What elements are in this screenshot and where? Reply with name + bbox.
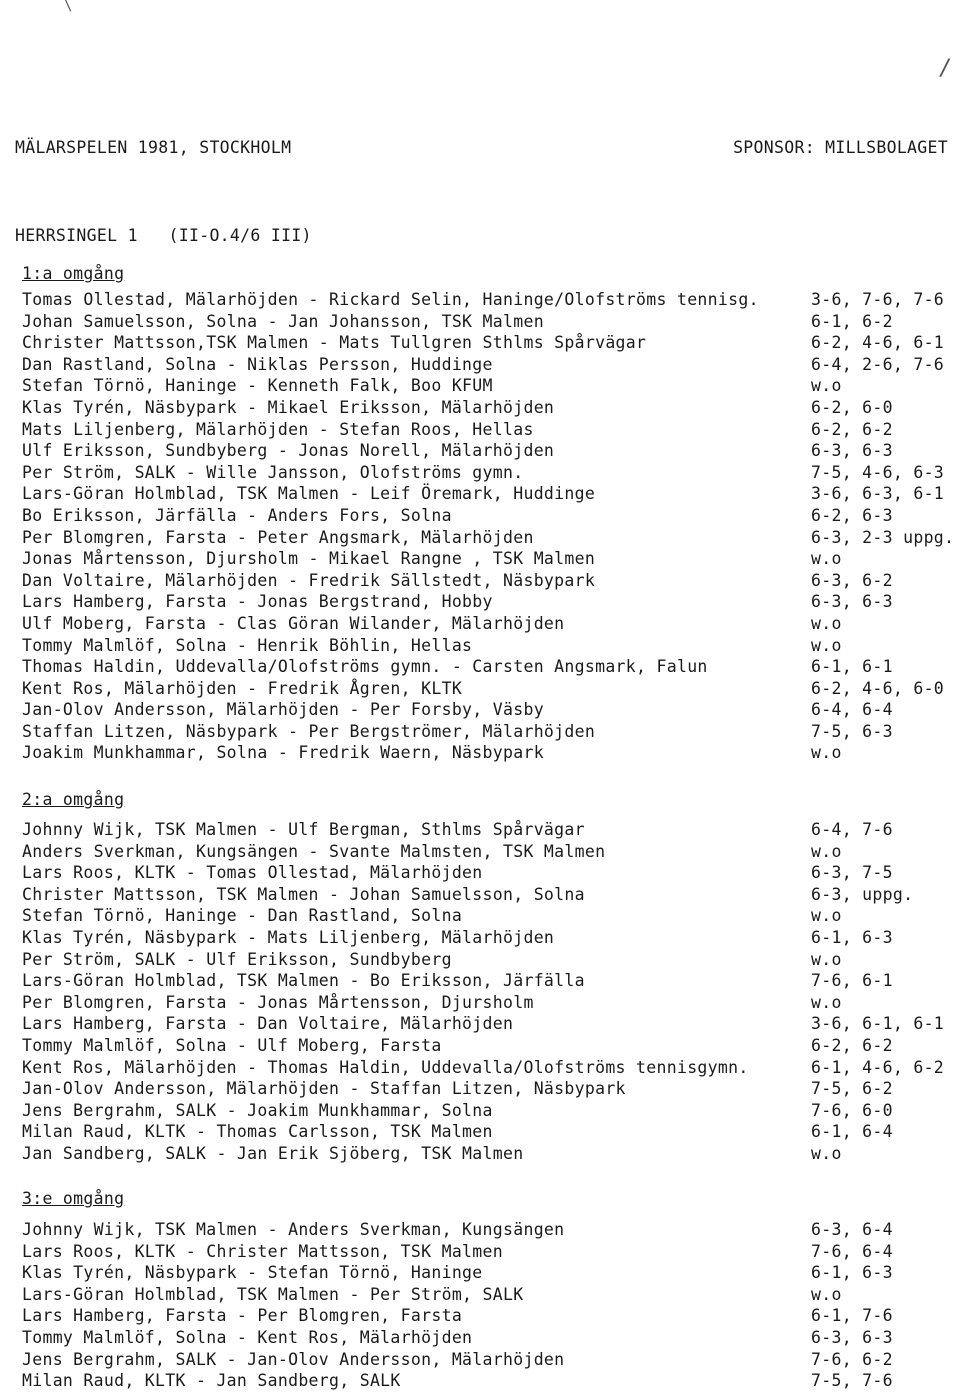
match-players: Thomas Haldin, Uddevalla/Olofströms gymn. - Carsten Angsmark, Falun: [22, 657, 708, 677]
match-score: 6-3, 6-3: [811, 592, 893, 612]
match-row: [22, 1014, 960, 1036]
match-players: Milan Raud, KLTK - Jan Sandberg, SALK: [22, 1371, 401, 1391]
match-row: [22, 398, 960, 420]
match-players: Per Ström, SALK - Ulf Eriksson, Sundbyberg: [22, 949, 452, 969]
match-row: [22, 1371, 960, 1393]
match-players: Johnny Wijk, TSK Malmen - Ulf Bergman, Sthlms Spårvägar: [22, 820, 585, 839]
match-players: Tommy Malmlöf, Solna - Henrik Böhlin, Hellas: [22, 635, 473, 655]
match-row: [22, 1350, 960, 1372]
match-players: Kent Ros, Mälarhöjden - Fredrik Ågren, KLTK: [22, 678, 463, 698]
round-3-results: [22, 1220, 960, 1393]
match-row: [22, 549, 960, 571]
match-row: [22, 592, 960, 614]
match-row: [22, 312, 960, 334]
match-score: 6-1, 6-2: [811, 311, 893, 331]
match-row: [22, 636, 960, 658]
match-row: [22, 820, 960, 842]
round-2-results: [22, 820, 960, 1166]
match-score: w.o: [811, 992, 842, 1012]
match-row: [22, 950, 960, 972]
match-players: Jonas Mårtensson, Djursholm - Mikael Rangne , TSK Malmen: [22, 549, 596, 569]
match-players: Johnny Wijk, TSK Malmen - Anders Sverkman, Kungsängen: [22, 1220, 565, 1239]
match-score: 6-4, 7-6: [811, 820, 893, 839]
match-players: Klas Tyrén, Näsbypark - Mikael Eriksson, Mälarhöjden: [22, 397, 555, 417]
match-score: 3-6, 6-1, 6-1: [811, 1014, 945, 1034]
match-row: [22, 906, 960, 928]
match-row: [22, 290, 960, 312]
match-score: 7-5, 6-2: [811, 1079, 893, 1099]
match-score: w.o: [811, 743, 842, 763]
match-score: 6-4, 6-4: [811, 700, 893, 720]
match-score: 7-6, 6-2: [811, 1349, 893, 1369]
match-row: [22, 993, 960, 1015]
match-players: Staffan Litzen, Näsbypark - Per Bergströmer, Mälarhöjden: [22, 721, 596, 741]
match-players: Lars Hamberg, Farsta - Dan Voltaire, Mälarhöjden: [22, 1014, 514, 1034]
match-players: Tomas Ollestad, Mälarhöjden - Rickard Selin, Haninge/Olofströms tennisg.: [22, 290, 759, 309]
match-players: Lars Hamberg, Farsta - Per Blomgren, Farsta: [22, 1306, 463, 1326]
match-row: [22, 842, 960, 864]
match-players: Jens Bergrahm, SALK - Joakim Munkhammar, Solna: [22, 1100, 493, 1120]
match-players: Tommy Malmlöf, Solna - Ulf Moberg, Farsta: [22, 1035, 442, 1055]
document-header: [15, 138, 948, 162]
match-score: 6-2, 6-2: [811, 419, 893, 439]
round-3-title: 3:e omgång: [22, 1189, 125, 1208]
match-score: 6-1, 6-4: [811, 1122, 893, 1142]
match-row: [22, 1036, 960, 1058]
match-row: [22, 571, 960, 593]
match-players: Bo Eriksson, Järfälla - Anders Fors, Solna: [22, 505, 452, 525]
match-score: 7-6, 6-4: [811, 1241, 893, 1261]
match-row: [22, 376, 960, 398]
match-score: 6-3, 6-2: [811, 570, 893, 590]
round-1-title: 1:a omgång: [22, 264, 125, 283]
sponsor-line: SPONSOR: MILLSBOLAGET: [733, 138, 948, 157]
match-row: [22, 863, 960, 885]
match-score: 6-2, 6-2: [811, 1035, 893, 1055]
match-score: 7-5, 4-6, 6-3: [811, 462, 945, 482]
match-score: 6-3, 2-3 uppg.: [811, 527, 955, 547]
match-score: 6-1, 4-6, 6-2: [811, 1057, 945, 1077]
match-score: w.o: [811, 841, 842, 861]
match-players: Per Blomgren, Farsta - Jonas Mårtensson, Djursholm: [22, 992, 534, 1012]
match-score: 6-2, 4-6, 6-1: [811, 333, 945, 353]
match-score: 6-3, 6-3: [811, 441, 893, 461]
match-players: Joakim Munkhammar, Solna - Fredrik Waern, Näsbypark: [22, 743, 544, 763]
match-players: Stefan Törnö, Haninge - Kenneth Falk, Boo KFUM: [22, 376, 493, 396]
match-row: [22, 928, 960, 950]
match-players: Kent Ros, Mälarhöjden - Thomas Haldin, Uddevalla/Olofströms tennisgymn.: [22, 1057, 749, 1077]
match-row: [22, 700, 960, 722]
match-players: Lars Roos, KLTK - Tomas Ollestad, Mälarhöjden: [22, 863, 483, 883]
match-players: Lars-Göran Holmblad, TSK Malmen - Bo Eriksson, Järfälla: [22, 971, 585, 991]
match-row: [22, 1101, 960, 1123]
match-players: Klas Tyrén, Näsbypark - Mats Liljenberg, Mälarhöjden: [22, 927, 555, 947]
match-row: [22, 1144, 960, 1166]
match-score: 6-1, 6-3: [811, 1263, 893, 1283]
match-row: [22, 1285, 960, 1307]
match-score: 6-1, 6-3: [811, 927, 893, 947]
match-score: w.o: [811, 549, 842, 569]
match-score: w.o: [811, 635, 842, 655]
match-players: Lars-Göran Holmblad, TSK Malmen - Per Ström, SALK: [22, 1284, 524, 1304]
match-row: [22, 463, 960, 485]
match-players: Ulf Eriksson, Sundbyberg - Jonas Norell, Mälarhöjden: [22, 441, 555, 461]
match-players: Dan Rastland, Solna - Niklas Persson, Huddinge: [22, 354, 493, 374]
match-players: Klas Tyrén, Näsbypark - Stefan Törnö, Haninge: [22, 1263, 483, 1283]
match-score: 7-6, 6-0: [811, 1100, 893, 1120]
match-score: 6-3, uppg.: [811, 884, 914, 904]
match-row: [22, 971, 960, 993]
match-score: 6-4, 2-6, 7-6: [811, 354, 945, 374]
scan-mark: /: [939, 56, 953, 81]
match-row: [22, 441, 960, 463]
match-score: w.o: [811, 906, 842, 926]
match-score: 6-1, 6-1: [811, 657, 893, 677]
match-row: [22, 722, 960, 744]
round-2-title: 2:a omgång: [22, 790, 125, 809]
match-row: [22, 355, 960, 377]
match-score: 7-6, 6-1: [811, 971, 893, 991]
match-row: [22, 743, 960, 765]
match-row: [22, 679, 960, 701]
match-players: Lars Hamberg, Farsta - Jonas Bergstrand, Hobby: [22, 592, 493, 612]
match-score: w.o: [811, 1284, 842, 1304]
match-row: [22, 1079, 960, 1101]
match-score: 3-6, 7-6, 7-6: [811, 290, 945, 309]
match-score: w.o: [811, 613, 842, 633]
match-row: [22, 1122, 960, 1144]
match-players: Johan Samuelsson, Solna - Jan Johansson, TSK Malmen: [22, 311, 544, 331]
match-score: 7-5, 6-3: [811, 721, 893, 741]
match-players: Jan Sandberg, SALK - Jan Erik Sjöberg, TSK Malmen: [22, 1143, 524, 1163]
tournament-title: MÄLARSPELEN 1981, STOCKHOLM: [15, 138, 292, 157]
match-score: 6-1, 7-6: [811, 1306, 893, 1326]
event-title: HERRSINGEL 1 (II-O.4/6 III): [15, 226, 312, 245]
match-players: Dan Voltaire, Mälarhöjden - Fredrik Sällstedt, Näsbypark: [22, 570, 596, 590]
match-players: Lars-Göran Holmblad, TSK Malmen - Leif Öremark, Huddinge: [22, 484, 596, 504]
match-players: Ulf Moberg, Farsta - Clas Göran Wilander, Mälarhöjden: [22, 613, 565, 633]
match-score: 6-3, 7-5: [811, 863, 893, 883]
match-players: Milan Raud, KLTK - Thomas Carlsson, TSK Malmen: [22, 1122, 493, 1142]
match-row: [22, 885, 960, 907]
match-players: Per Blomgren, Farsta - Peter Angsmark, Mälarhöjden: [22, 527, 534, 547]
match-players: Jan-Olov Andersson, Mälarhöjden - Per Forsby, Väsby: [22, 700, 544, 720]
match-players: Jan-Olov Andersson, Mälarhöjden - Staffan Litzen, Näsbypark: [22, 1079, 626, 1099]
match-row: [22, 1220, 960, 1242]
match-players: Mats Liljenberg, Mälarhöjden - Stefan Roos, Hellas: [22, 419, 534, 439]
match-players: Christer Mattsson, TSK Malmen - Johan Samuelsson, Solna: [22, 884, 585, 904]
match-score: w.o: [811, 1143, 842, 1163]
round-1-results: [22, 290, 960, 765]
match-score: 6-3, 6-3: [811, 1327, 893, 1347]
match-row: [22, 614, 960, 636]
scan-speck: \: [64, 0, 73, 14]
match-score: w.o: [811, 949, 842, 969]
match-score: 6-2, 6-0: [811, 397, 893, 417]
match-row: [22, 506, 960, 528]
match-score: 6-2, 6-3: [811, 505, 893, 525]
match-players: Lars Roos, KLTK - Christer Mattsson, TSK Malmen: [22, 1241, 503, 1261]
match-row: [22, 420, 960, 442]
match-score: 3-6, 6-3, 6-1: [811, 484, 945, 504]
match-row: [22, 484, 960, 506]
match-row: [22, 1328, 960, 1350]
match-row: [22, 1242, 960, 1264]
match-score: w.o: [811, 376, 842, 396]
match-row: [22, 1263, 960, 1285]
match-players: Christer Mattsson,TSK Malmen - Mats Tullgren Sthlms Spårvägar: [22, 333, 647, 353]
match-players: Anders Sverkman, Kungsängen - Svante Malmsten, TSK Malmen: [22, 841, 606, 861]
match-players: Jens Bergrahm, SALK - Jan-Olov Andersson, Mälarhöjden: [22, 1349, 565, 1369]
match-score: 6-2, 4-6, 6-0: [811, 678, 945, 698]
match-row: [22, 1058, 960, 1080]
match-row: [22, 657, 960, 679]
match-players: Per Ström, SALK - Wille Jansson, Olofströms gymn.: [22, 462, 524, 482]
match-score: 7-5, 7-6: [811, 1371, 893, 1391]
match-score: 6-3, 6-4: [811, 1220, 893, 1239]
match-row: [22, 333, 960, 355]
match-row: [22, 528, 960, 550]
match-row: [22, 1306, 960, 1328]
match-players: Stefan Törnö, Haninge - Dan Rastland, Solna: [22, 906, 463, 926]
match-players: Tommy Malmlöf, Solna - Kent Ros, Mälarhöjden: [22, 1327, 473, 1347]
